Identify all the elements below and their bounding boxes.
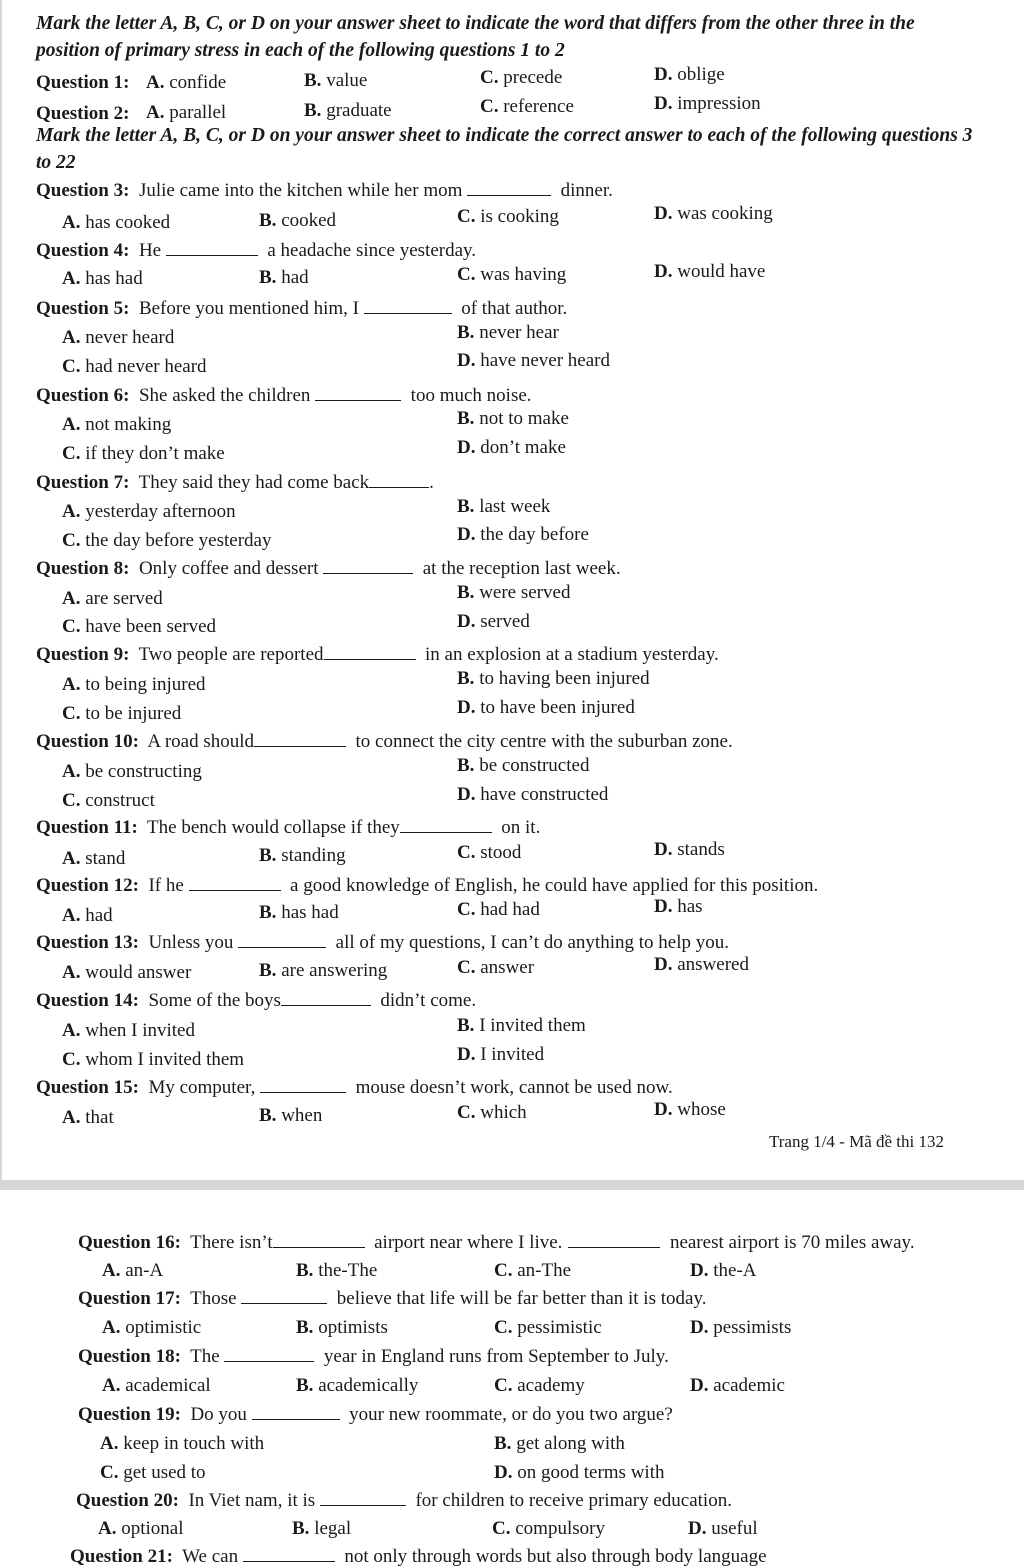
question-7: Question 7: They said they had come back . xyxy=(36,472,434,493)
option-12a[interactable]: A. had xyxy=(62,905,113,926)
option-17a[interactable]: A. optimistic xyxy=(102,1317,202,1338)
option-4d[interactable]: D. would have xyxy=(654,261,766,282)
option-1d[interactable]: D. oblige xyxy=(654,64,725,85)
answer-blank xyxy=(315,386,401,401)
question-8: Question 8: Only coffee and dessert at the reception last week. xyxy=(36,558,621,579)
option-4a[interactable]: A. has had xyxy=(62,268,143,289)
instruction-correct: Mark the letter A, B, C, or D on your answer sheet to indicate the correct answer to each of the following questions 3 to 22 xyxy=(36,125,973,173)
option-18a[interactable]: A. academical xyxy=(102,1375,211,1396)
answer-blank xyxy=(166,241,258,256)
option-17d[interactable]: D. pessimists xyxy=(690,1317,792,1338)
option-17c[interactable]: C. pessimistic xyxy=(494,1317,602,1338)
option-16a[interactable]: A. an-A xyxy=(102,1260,164,1281)
option-15a[interactable]: A. that xyxy=(62,1107,114,1128)
option-15c[interactable]: C. which xyxy=(457,1102,527,1123)
option-6d[interactable]: D. don’t make xyxy=(457,437,566,458)
option-16d[interactable]: D. the-A xyxy=(690,1260,757,1281)
option-19c[interactable]: C. get used to xyxy=(100,1462,206,1483)
option-13c[interactable]: C. answer xyxy=(457,957,535,978)
option-3d[interactable]: D. was cooking xyxy=(654,203,773,224)
option-10c[interactable]: C. construct xyxy=(62,790,155,811)
option-8c[interactable]: C. have been served xyxy=(62,616,217,637)
question-4: Question 4: He a headache since yesterday. xyxy=(36,240,477,261)
option-18b[interactable]: B. academically xyxy=(296,1375,419,1396)
option-10a[interactable]: A. be constructing xyxy=(62,761,202,782)
option-2b[interactable]: B. graduate xyxy=(304,100,392,121)
question-16: Question 16: There isn’t airport near where I live. nearest airport is 70 miles away. xyxy=(78,1232,915,1253)
option-16b[interactable]: B. the-The xyxy=(296,1260,378,1281)
option-3b[interactable]: B. cooked xyxy=(259,210,337,231)
option-20b[interactable]: B. legal xyxy=(292,1518,352,1539)
option-19d[interactable]: D. on good terms with xyxy=(494,1462,665,1483)
option-5a[interactable]: A. never heard xyxy=(62,327,175,348)
option-2c[interactable]: C. reference xyxy=(480,96,574,117)
option-1c[interactable]: C. precede xyxy=(480,67,563,88)
option-20d[interactable]: D. useful xyxy=(688,1518,758,1539)
instruction-stress: Mark the letter A, B, C, or D on your answer sheet to indicate the word that differs from the other three in the position of primary stress in each of the following questions 1 to 2 xyxy=(36,13,915,61)
question-21: Question 21: We can not only through words but also through body language xyxy=(70,1546,767,1567)
option-7d[interactable]: D. the day before xyxy=(457,524,589,545)
page-footer: Trang 1/4 - Mã đề thi 132 xyxy=(768,1132,944,1151)
answer-blank xyxy=(568,1233,660,1248)
option-14a[interactable]: A. when I invited xyxy=(62,1020,195,1041)
option-9d[interactable]: D. to have been injured xyxy=(457,697,635,718)
option-11c[interactable]: C. stood xyxy=(457,842,522,863)
option-10b[interactable]: B. be constructed xyxy=(457,755,590,776)
option-11b[interactable]: B. standing xyxy=(259,845,346,866)
option-13a[interactable]: A. would answer xyxy=(62,962,192,983)
answer-blank xyxy=(189,876,281,891)
option-7c[interactable]: C. the day before yesterday xyxy=(62,530,272,551)
question-12: Question 12: If he a good knowledge of English, he could have applied for this position. xyxy=(36,875,819,896)
option-14d[interactable]: D. I invited xyxy=(457,1044,545,1065)
option-11d[interactable]: D. stands xyxy=(654,839,725,860)
option-18d[interactable]: D. academic xyxy=(690,1375,785,1396)
question-10: Question 10: A road should to connect the city centre with the suburban zone. xyxy=(36,731,733,752)
option-4b[interactable]: B. had xyxy=(259,267,309,288)
question-3: Question 3: Julie came into the kitchen while her mom dinner. xyxy=(36,180,613,201)
question-19: Question 19: Do you your new roommate, or do you two argue? xyxy=(78,1404,673,1425)
option-9c[interactable]: C. to be injured xyxy=(62,703,182,724)
option-10d[interactable]: D. have constructed xyxy=(457,784,609,805)
question-1: Question 1: xyxy=(36,72,130,93)
option-8a[interactable]: A. are served xyxy=(62,588,163,609)
answer-blank xyxy=(252,1405,340,1420)
option-7a[interactable]: A. yesterday afternoon xyxy=(62,501,236,522)
option-12c[interactable]: C. had had xyxy=(457,899,540,920)
question-15: Question 15: My computer, mouse doesn’t work, cannot be used now. xyxy=(36,1077,673,1098)
option-20a[interactable]: A. optional xyxy=(98,1518,184,1539)
question-11: Question 11: The bench would collapse if they on it. xyxy=(36,817,541,838)
question-5: Question 5: Before you mentioned him, I of that author. xyxy=(36,298,568,319)
question-17: Question 17: Those believe that life will be far better than it is today. xyxy=(78,1288,707,1309)
answer-blank xyxy=(324,645,416,660)
answer-blank xyxy=(320,1491,406,1506)
option-1b[interactable]: B. value xyxy=(304,70,368,91)
option-8d[interactable]: D. served xyxy=(457,611,530,632)
question-2: Question 2: xyxy=(36,103,130,124)
answer-blank xyxy=(273,1233,365,1248)
option-9b[interactable]: B. to having been injured xyxy=(457,668,650,689)
option-6a[interactable]: A. not making xyxy=(62,414,172,435)
page-separator xyxy=(0,1180,1024,1190)
option-19b[interactable]: B. get along with xyxy=(494,1433,625,1454)
option-13d[interactable]: D. answered xyxy=(654,954,749,975)
option-19a[interactable]: A. keep in touch with xyxy=(100,1433,265,1454)
option-17b[interactable]: B. optimists xyxy=(296,1317,388,1338)
option-18c[interactable]: C. academy xyxy=(494,1375,585,1396)
option-13b[interactable]: B. are answering xyxy=(259,960,388,981)
answer-blank xyxy=(364,299,452,314)
option-5d[interactable]: D. have never heard xyxy=(457,350,610,371)
question-18: Question 18: The year in England runs from September to July. xyxy=(78,1346,669,1367)
option-1a[interactable]: A. confide xyxy=(146,72,227,93)
option-2d[interactable]: D. impression xyxy=(654,93,761,114)
answer-blank xyxy=(281,991,371,1006)
answer-blank xyxy=(241,1289,327,1304)
answer-blank xyxy=(260,1078,346,1093)
option-2a[interactable]: A. parallel xyxy=(146,102,227,123)
question-14: Question 14: Some of the boys didn’t come. xyxy=(36,990,477,1011)
option-6c[interactable]: C. if they don’t make xyxy=(62,443,225,464)
option-9a[interactable]: A. to being injured xyxy=(62,674,206,695)
question-9: Question 9: Two people are reported in an explosion at a stadium yesterday. xyxy=(36,644,719,665)
answer-blank xyxy=(238,933,326,948)
answer-blank xyxy=(224,1347,314,1362)
option-14c[interactable]: C. whom I invited them xyxy=(62,1049,245,1070)
option-15b[interactable]: B. when xyxy=(259,1105,323,1126)
option-20c[interactable]: C. compulsory xyxy=(492,1518,605,1539)
answer-blank xyxy=(467,181,551,196)
option-7b[interactable]: B. last week xyxy=(457,496,551,517)
option-15d[interactable]: D. whose xyxy=(654,1099,726,1120)
option-3c[interactable]: C. is cooking xyxy=(457,206,559,227)
option-5b[interactable]: B. never hear xyxy=(457,322,559,343)
option-5c[interactable]: C. had never heard xyxy=(62,356,207,377)
option-6b[interactable]: B. not to make xyxy=(457,408,569,429)
option-11a[interactable]: A. stand xyxy=(62,848,126,869)
answer-blank xyxy=(369,473,429,488)
question-6: Question 6: She asked the children too much noise. xyxy=(36,385,532,406)
option-14b[interactable]: B. I invited them xyxy=(457,1015,586,1036)
option-16c[interactable]: C. an-The xyxy=(494,1260,572,1281)
question-20: Question 20: In Viet nam, it is for children to receive primary education. xyxy=(76,1490,732,1511)
option-3a[interactable]: A. has cooked xyxy=(62,212,171,233)
option-8b[interactable]: B. were served xyxy=(457,582,571,603)
answer-blank xyxy=(400,818,492,833)
answer-blank xyxy=(323,559,413,574)
answer-blank xyxy=(254,732,346,747)
question-13: Question 13: Unless you all of my questions, I can’t do anything to help you. xyxy=(36,932,729,953)
option-4c[interactable]: C. was having xyxy=(457,264,567,285)
option-12b[interactable]: B. has had xyxy=(259,902,339,923)
option-12d[interactable]: D. has xyxy=(654,896,703,917)
